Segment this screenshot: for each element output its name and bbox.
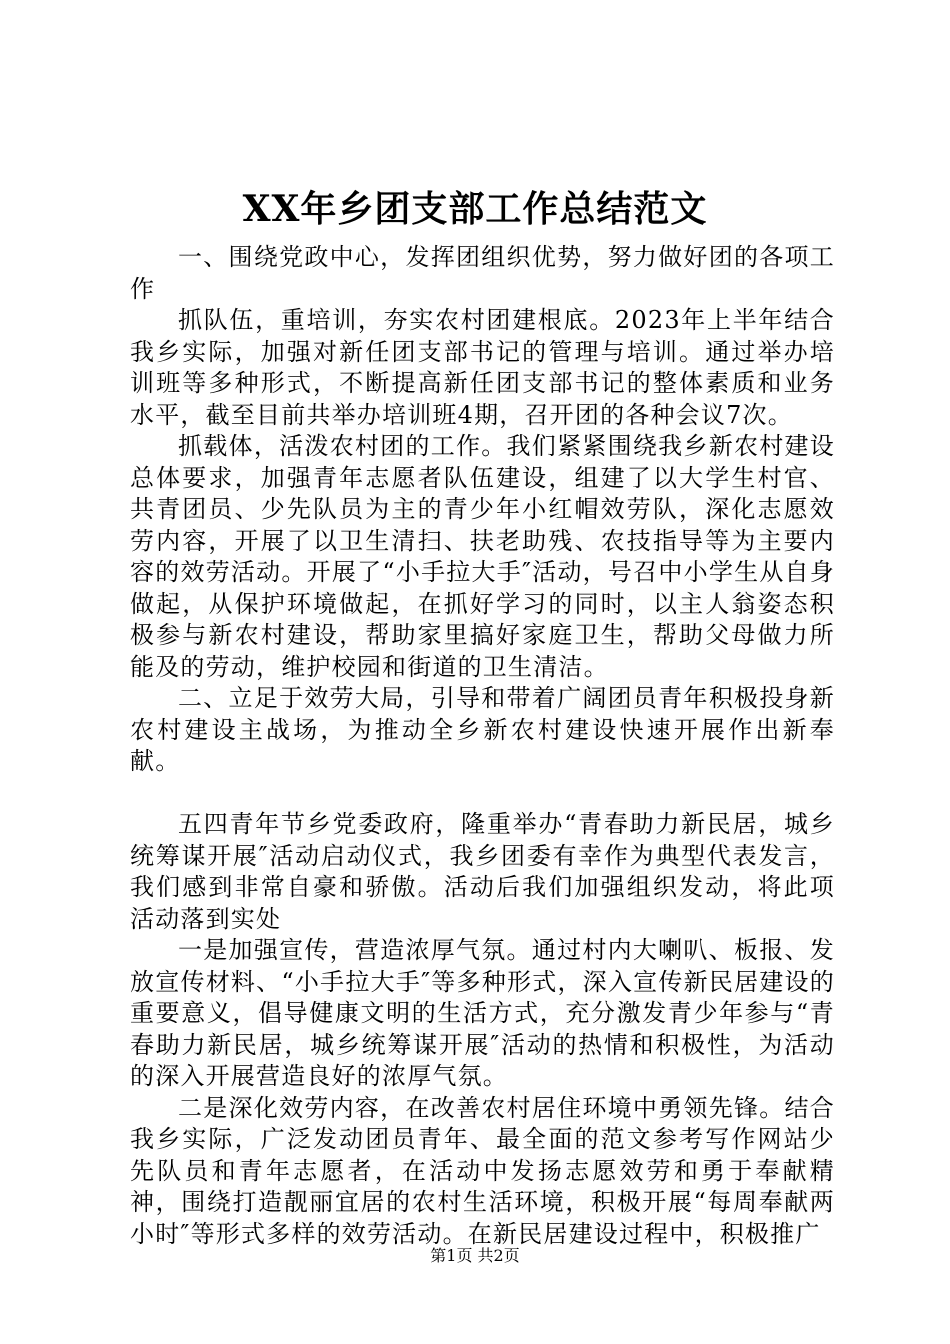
paragraph-spacer: [130, 778, 835, 810]
paragraph-publicity: 一是加强宣传，营造浓厚气氛。通过村内大喇叭、板报、发放宣传材料、“小手拉大手″等多种形式，深入宣传新民居建设的重要意义，倡导健康文明的生活方式，充分激发青少年参与“青春助力新民居，城乡统筹谋开展″活动的热情和积极性，为活动的深入开展营造良好的浓厚气氛。: [130, 936, 835, 1090]
heading-section-2: 二、立足于效劳大局，引导和带着广阔团员青年积极投身新农村建设主战场，为推动全乡新农村建设快速开展作出新奉献。: [130, 684, 835, 775]
document-body: [130, 242, 835, 1250]
document-title: XX年乡团支部工作总结范文: [242, 188, 708, 230]
paragraph-service: 二是深化效劳内容，在改善农村居住环境中勇领先锋。结合我乡实际，广泛发动团员青年、最全面的范文参考写作网站少先队员和青年志愿者，在活动中发扬志愿效劳和勇于奉献精神，围绕打造靓丽宜居的农村生活环境，积极开展“每周奉献两小时″等形式多样的效劳活动。在新民居建设过程中，积极推广: [130, 1093, 835, 1248]
paragraph-activities: 抓载体，活泼农村团的工作。我们紧紧围绕我乡新农村建设总体要求，加强青年志愿者队伍建设，组建了以大学生村官、共青团员、少先队员为主的青少年小红帽效劳队，深化志愿效劳内容，开展了以卫生清扫、扶老助残、农技指导等为主要内容的效劳活动。开展了“小手拉大手″活动，号召中小学生从自身做起，从保护环境做起，在抓好学习的同时，以主人翁姿态积极参与新农村建设，帮助家里搞好家庭卫生，帮助父母做力所能及的劳动，维护校园和街道的卫生清洁。: [130, 432, 835, 681]
paragraph-training: 抓队伍，重培训，夯实农村团建根底。2023年上半年结合我乡实际，加强对新任团支部书记的管理与培训。通过举办培训班等多种形式，不断提高新任团支部书记的整体素质和业务水平，截至目前共举办培训班4期，召开团的各种会议7次。: [130, 306, 835, 429]
heading-section-1: 一、围绕党政中心，发挥团组织优势，努力做好团的各项工作: [130, 243, 835, 303]
page-number-footer: 第1页 共2页: [430, 1246, 520, 1265]
paragraph-youth-day: 五四青年节乡党委政府，隆重举办“青春助力新民居，城乡统筹谋开展″活动启动仪式，我乡团委有幸作为典型代表发言，我们感到非常自豪和骄傲。活动后我们加强组织发动，将此项活动落到实处: [130, 810, 835, 933]
